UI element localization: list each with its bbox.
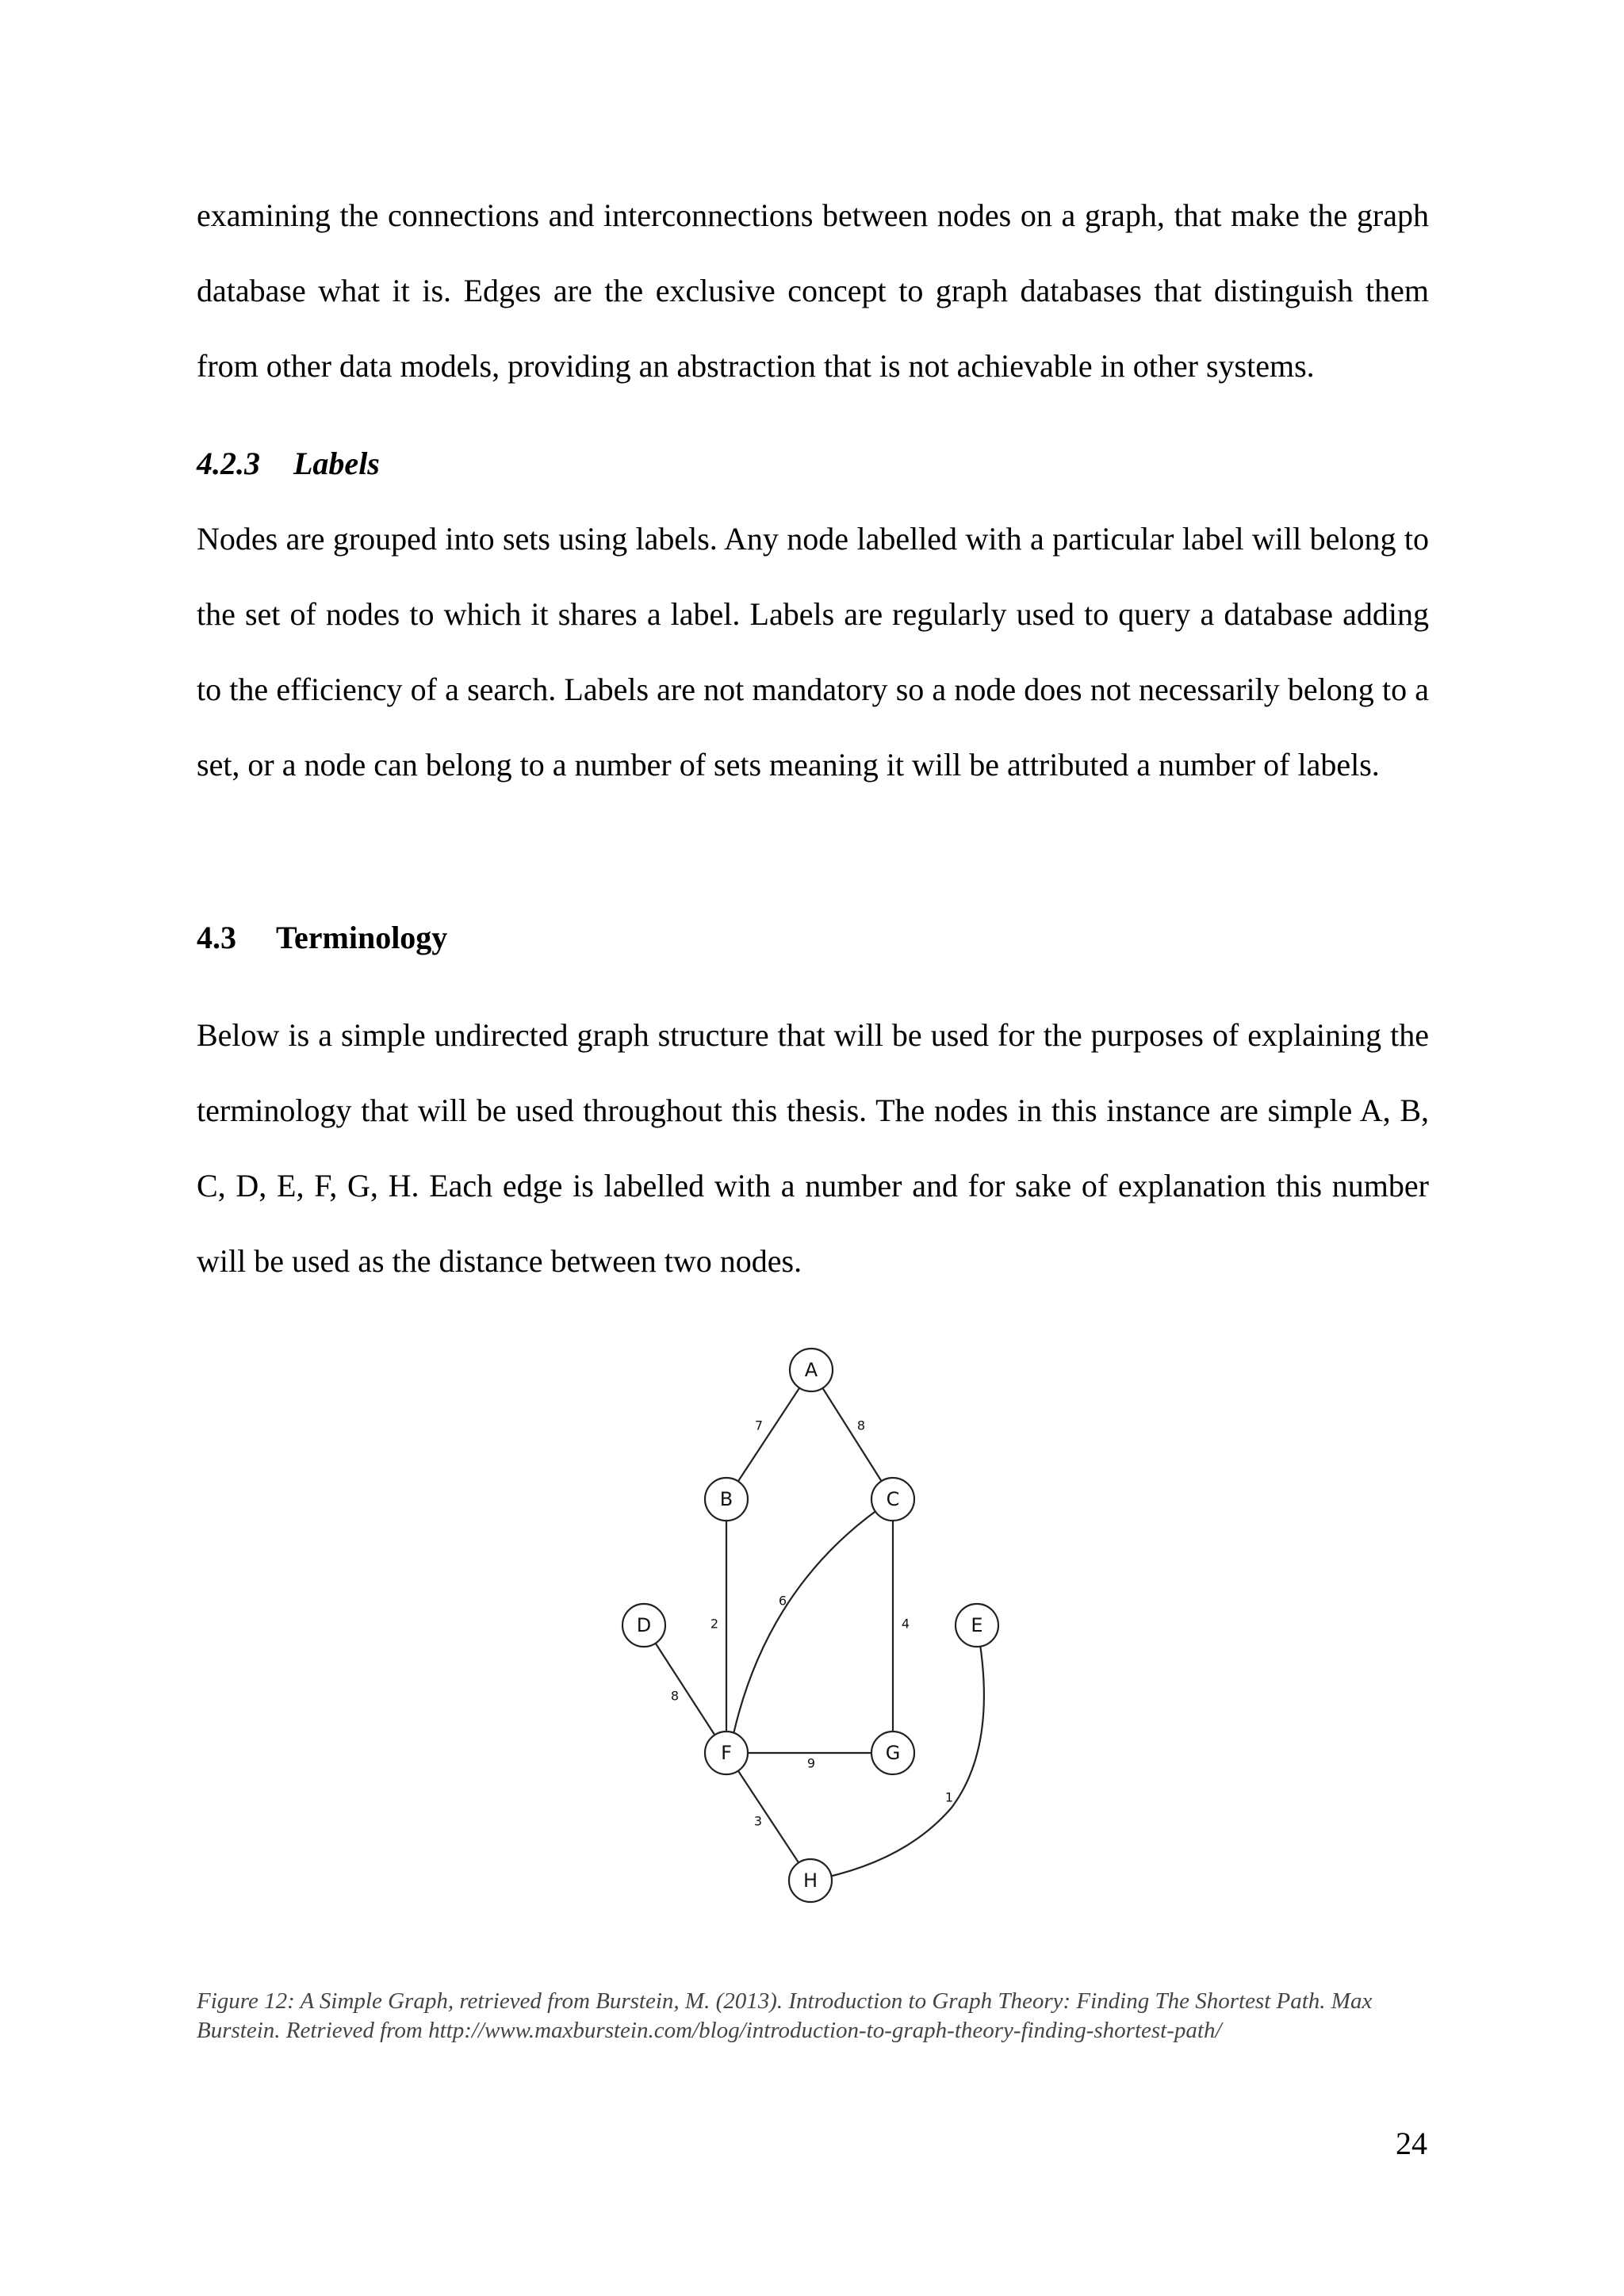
node-a <box>790 1349 833 1391</box>
node-c <box>871 1478 914 1521</box>
weight-label-f-g: 9 <box>806 1755 816 1771</box>
weight-label-a-b: 7 <box>754 1418 764 1433</box>
weight-label-f-h: 3 <box>753 1813 763 1829</box>
graph-figure <box>603 1332 1047 1919</box>
section-heading-labels <box>197 444 380 484</box>
node-label-d: D <box>636 1614 652 1636</box>
edge-c-f <box>730 1499 893 1753</box>
weight-label-c-f: 6 <box>778 1593 787 1609</box>
node-label-f: F <box>721 1742 732 1764</box>
figure-caption: Figure 12: A Simple Graph, retrieved from Burstein, M. (2013). Introduction to Graph Theory: Finding The Shortest Path. Max Burstein. Retrieved from http://www.maxburstein.com/blog/introduction-to-graph-theory-finding-shortest-path/ <box>197 1988 1373 2043</box>
node-d <box>622 1604 665 1647</box>
edge-a-c <box>811 1370 893 1499</box>
section-heading-terminology <box>197 918 447 958</box>
edge-a-b <box>726 1370 811 1499</box>
paragraph-edges-continued: examining the connections and interconnections between nodes on a graph, that make the graph database what it is. Edges are the exclusive concept to graph databases that distinguish them from other data models, providing an abstraction that is not achievable in other systems. <box>197 197 1429 384</box>
page-number: 24 <box>1396 2126 1427 2161</box>
node-h <box>789 1859 832 1902</box>
section-title: Terminology <box>276 920 448 955</box>
graph-edges <box>644 1370 984 1881</box>
weight-label-a-c: 8 <box>856 1418 866 1433</box>
section-number: 4.3 <box>197 920 236 955</box>
weight-label-b-f: 2 <box>710 1616 719 1632</box>
paragraph-terminology: Below is a simple undirected graph structure that will be used for the purposes of explaining the terminology that will be used throughout this thesis. The nodes in this instance are simple A, B, C, D, E, F, G, H. Each edge is labelled with a number and for sake of explanation this number will be used as the distance between two nodes. <box>197 1017 1429 1279</box>
node-label-g: G <box>885 1742 901 1764</box>
edge-f-h <box>726 1753 810 1881</box>
node-f <box>705 1732 748 1774</box>
node-e <box>956 1604 998 1647</box>
section-title: Labels <box>293 446 380 481</box>
node-label-b: B <box>719 1488 733 1510</box>
weight-label-d-f: 8 <box>670 1688 680 1704</box>
node-g <box>871 1732 914 1774</box>
weight-label-e-h: 1 <box>944 1789 954 1805</box>
section-number: 4.2.3 <box>197 446 260 481</box>
weight-label-c-g: 4 <box>901 1616 910 1632</box>
node-label-e: E <box>971 1614 983 1636</box>
node-b <box>705 1478 748 1521</box>
paragraph-labels: Nodes are grouped into sets using labels. Any node labelled with a particular label will belong to the set of nodes to which it shares a label. Labels are regularly used to query a database adding to the efficiency of a search. Labels are not mandatory so a node does not necessarily belong to a set, or a node can belong to a number of sets meaning it will be attributed a number of labels. <box>197 521 1429 783</box>
node-label-h: H <box>802 1869 818 1892</box>
edge-d-f-diag <box>644 1625 726 1753</box>
node-label-c: C <box>886 1488 900 1510</box>
node-label-a: A <box>804 1359 818 1381</box>
